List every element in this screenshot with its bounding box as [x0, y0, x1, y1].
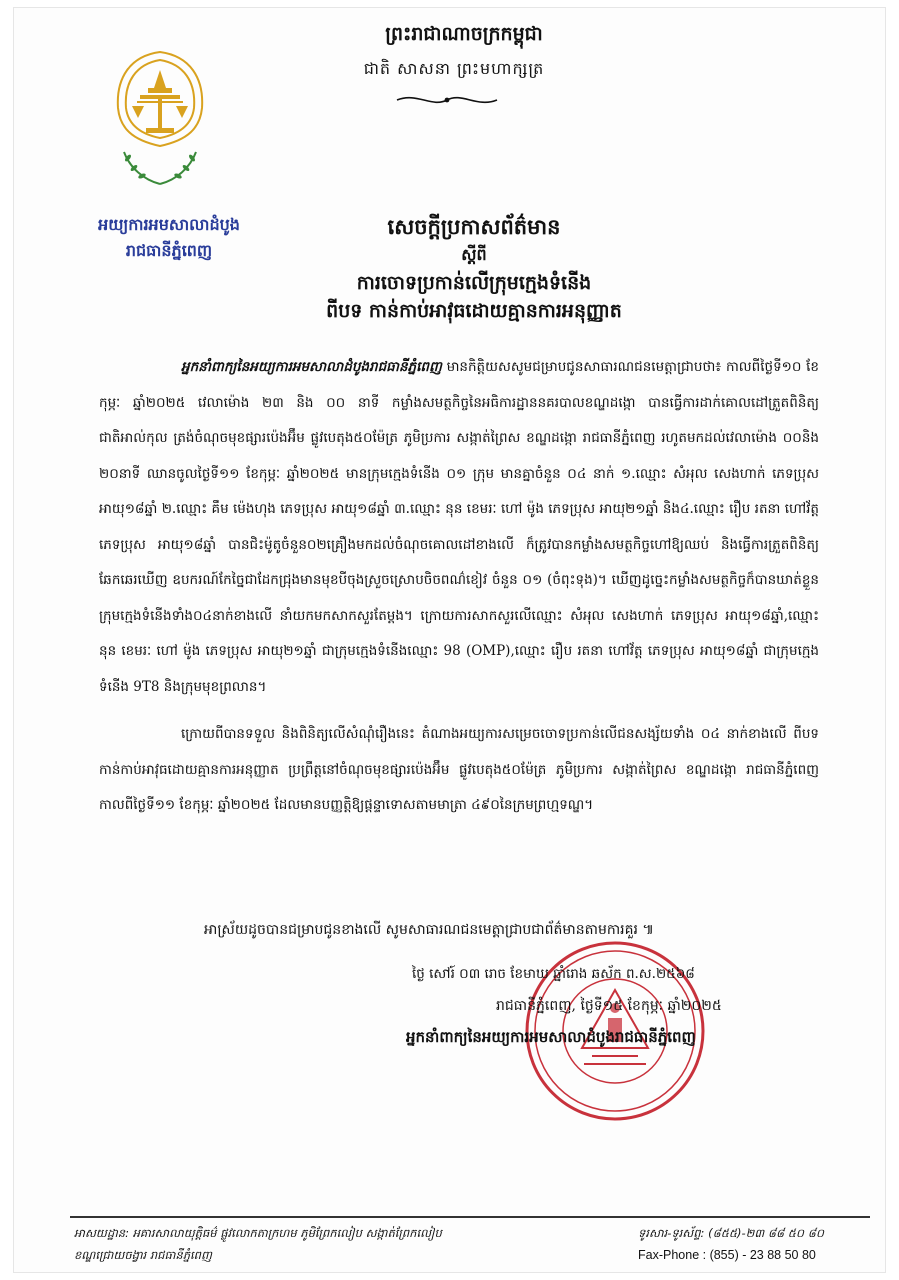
prosecutor-emblem-icon — [110, 48, 210, 196]
paragraph-1-text: មានកិត្តិយសសូមជម្រាបជូនសាធារណជនមេត្តាជ្រាបថា៖ កាលពីថ្ងៃទី១០ ខែកុម្ភៈ ឆ្នាំ២០២៥ វេលាម៉ោង ២៣ និង ០០ នាទី កម្លាំងសមត្ថកិច្ចនៃអធិការដ្ឋាននគរបាលខណ្ឌដង្កោ បានធ្វើការដាក់គោលដៅត្រួតពិនិត្យជាតិអាល់កុល ត្រង់ចំណុចមុខផ្សារប៉េងអ៊ឹម ផ្លូវបេតុង៥០ម៉ែត្រ ភូមិប្រការ សង្កាត់ព្រៃស ខណ្ឌដង្កោ រាជធានីភ្នំពេញ រហូតមកដល់វេលាម៉ោង ០០និង ២០នាទី ឈានចូលថ្ងៃទី១១ ខែកុម្ភៈ ឆ្នាំ២០២៥ មានក្រុមក្មេងទំនើង ០១ ក្រុម មានគ្នាចំនួន ០៤ នាក់ ១.ឈ្មោះ សំអុល សេងហាក់ ភេទប្រុស អាយុ១៨ឆ្នាំ ២.ឈ្មោះ គឹម ម៉េងហុង ភេទប្រុស អាយុ១៨ឆ្នាំ ៣.ឈ្មោះ នុន ខេមរៈ ហៅ ម៉ូង ភេទប្រុស អាយុ២១ឆ្នាំ និង៤.ឈ្មោះ រឿប រតនា ហៅវ័ត្ត ភេទប្រុស អាយុ១៨ឆ្នាំ បានជិះម៉ូតូចំនួន០២គ្រឿងមកដល់ចំណុចគោលដៅខាងលើ ក៏ត្រូវបានកម្លាំងសមត្ថកិច្ចហៅឱ្យឈប់ និងធ្វើការត្រួតពិនិត្យឆែកឆេរឃើញ ឧបករណ៍កែច្នៃជាដែកជ្រុងមានមុខបីចុងស្រួចស្រោបចិចពណ៌ខៀវ ចំនួន ០១ (ចំពុះទុង)។ ឃើញដូច្នេះកម្លាំងសមត្ថកិច្ចក៏បានឃាត់ខ្លួនក្រុមក្មេងទំនើងទាំង០៤នាក់ខាងលើ នាំយកមកសាកសួរតែម្តង។ ក្រោយការសាកសួរលើឈ្មោះ សំអុល សេងហាក់ ភេទប្រុស អាយុ១៨ឆ្នាំ,ឈ្មោះ នុន ខេមរៈ ហៅ ម៉ូង ភេទប្រុស អាយុ២១ឆ្នាំ ជាក្រុមក្មេងទំនើងឈ្មោះ 98 (OMP),ឈ្មោះ រឿប រតនា ហៅវ័ត្ត ភេទប្រុស អាយុ១៨ឆ្នាំ ជាក្រុមក្មេងទំនើង 9T8 និងក្រុមមុខព្រលាន។ — [99, 359, 819, 695]
document-page — [14, 8, 885, 1272]
body-paragraph-2 — [99, 717, 819, 824]
title-line4: ពីបទ កាន់កាប់អាវុធដោយគ្មានការអនុញ្ញាត — [326, 300, 622, 322]
spokesperson-label: អ្នកនាំពាក្យនៃអយ្យការអមសាលាដំបូងរាជធានីភ្នំពេញ — [181, 359, 442, 375]
solar-date: រាជធានីភ្នំពេញ, ថ្ងៃទី១៥ ខែកុម្ភៈ ឆ្នាំ២០២៥ — [496, 998, 722, 1014]
signatory-title: អ្នកនាំពាក្យនៃអយ្យការអមសាលាដំបូងរាជធានីភ្នំពេញ — [406, 1028, 696, 1046]
office-name-line2: រាជធានីភ្នំពេញ — [125, 241, 213, 260]
title-line1: សេចក្តីប្រកាសព័ត៌មាន — [387, 214, 561, 239]
footer-divider — [70, 1216, 870, 1218]
document-body — [99, 350, 819, 824]
footer-address-line2: ខណ្ឌជ្រោយចង្វារ រាជធានីភ្នំពេញ — [74, 1248, 212, 1262]
footer-telephone-khmer: ទូរសារ-ទូរស័ព្ទ: (៨៥៥)-២៣ ៨៨ ៥០ ៨០ — [638, 1226, 824, 1240]
document-title — [264, 213, 684, 325]
paragraph-2-text: ក្រោយពីបានទទួល និងពិនិត្យលើសំណុំរឿងនេះ តំណាងអយ្យការសម្រេចចោទប្រកាន់លើជនសង្ស័យទាំង ០៤ នាក់ខាងលើ ពីបទ កាន់កាប់អាវុធដោយគ្មានការអនុញ្ញាត ប្រព្រឹត្តនៅចំណុចមុខផ្សារប៉េងអ៊ឹម ផ្លូវបេតុង៥០ម៉ែត្រ ភូមិប្រការ សង្កាត់ព្រៃស ខណ្ឌដង្កោ រាជធានីភ្នំពេញ កាលពីថ្ងៃទី១១ ខែកុម្ភៈ ឆ្នាំ២០២៥ ដែលមានបញ្ញត្តិឱ្យផ្តន្ទាទោសតាមមាត្រា ៤៩០នៃក្រមព្រហ្មទណ្ឌ។ — [99, 726, 819, 813]
office-name-line1: អយ្យការអមសាលាដំបូង — [98, 215, 240, 234]
office-name — [69, 212, 269, 264]
footer-fax-phone: Fax-Phone : (855) - 23 88 50 80 — [638, 1248, 816, 1262]
body-paragraph-1 — [99, 350, 819, 705]
closing-statement: អាស្រ័យដូចបានជម្រាបជូនខាងលើ សូមសាធារណជនមេត្តាជ្រាបជាព័ត៌មានតាមការគួរ ៕ — [204, 922, 655, 938]
footer-address-line1: អាសយដ្ឋាន: អគារសាលាយុត្តិធម៌ ផ្លូវលោកតាក្រហម ភូមិព្រែកលៀប សង្កាត់ព្រែកលៀប — [74, 1226, 442, 1240]
national-motto: ជាតិ សាសនា ព្រះមហាក្សត្រ — [363, 59, 545, 78]
motto-ornament-icon — [392, 92, 502, 108]
kingdom-title: ព្រះរាជាណាចក្រកម្ពុជា — [385, 23, 543, 45]
title-line2: ស្តីពី — [461, 245, 487, 264]
lunar-date: ថ្ងៃ សៅរ៍ ០៣ រោច ខែមាឃ ឆ្នាំរោង ឆស័ក ព.ស.២៥៦៨ — [412, 966, 695, 982]
title-line3: ការចោទប្រកាន់លើក្រុមក្មេងទំនើង — [356, 272, 592, 294]
